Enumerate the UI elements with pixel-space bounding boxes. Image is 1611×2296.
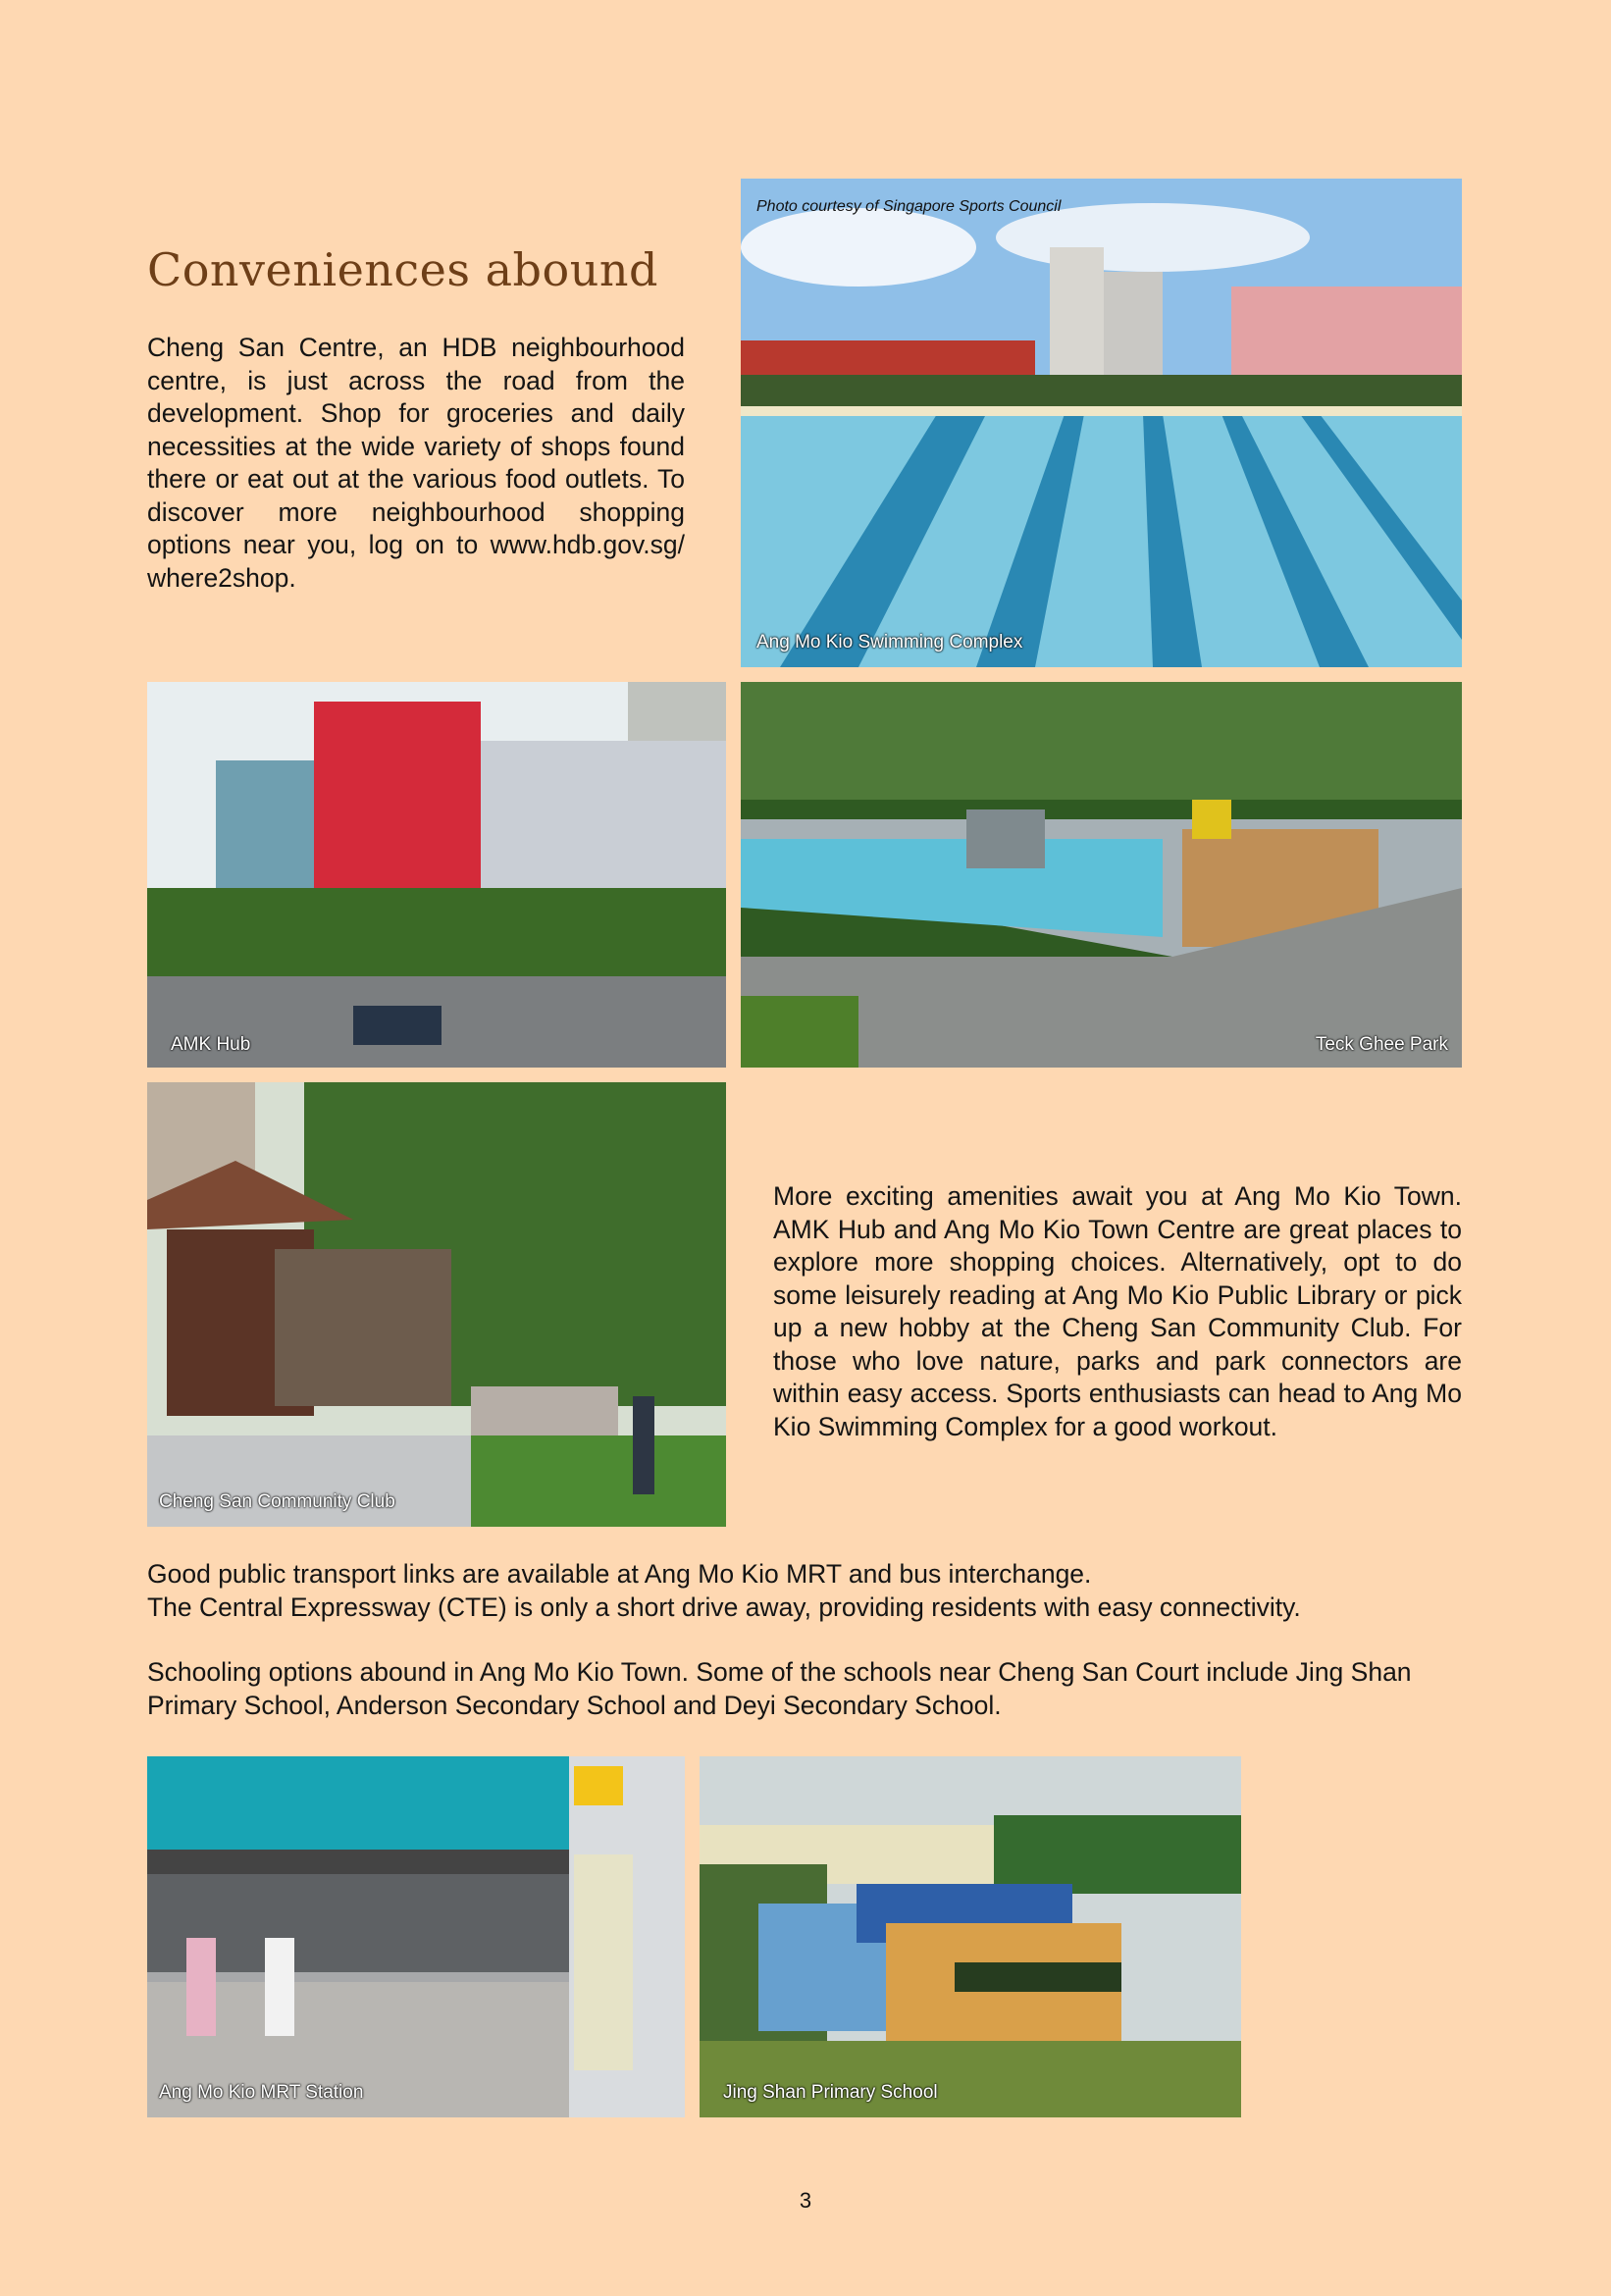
amk-hub-photo: [147, 682, 726, 1068]
intro-paragraph: Cheng San Centre, an HDB neighbourhood centre, is just across the road from the development. Shop for groceries and daily necessities at the wide variety of shops found there or eat out at the various food outlets. To discover more neighbourhood shopping options near you, log on to www.hdb.gov.sg/ where2shop.: [147, 333, 685, 593]
photo-caption: Teck Ghee Park: [1315, 1034, 1448, 1055]
transport-paragraph: [147, 1558, 1472, 1624]
photo-caption: Ang Mo Kio Swimming Complex: [756, 632, 1023, 652]
photo-caption: Ang Mo Kio MRT Station: [159, 2082, 364, 2103]
page-number: 3: [799, 2188, 812, 2213]
community-club-photo: [147, 1082, 726, 1527]
transport-line-2: The Central Expressway (CTE) is only a short drive away, providing residents with easy connectivity.: [147, 1592, 1301, 1622]
schools-paragraph: Schooling options abound in Ang Mo Kio Town. Some of the schools near Cheng San Court include Jing Shan Primary School, Anderson Secondary School and Deyi Secondary School.: [147, 1657, 1412, 1720]
mrt-station-photo: [147, 1756, 685, 2117]
swimming-complex-photo: [741, 179, 1462, 667]
school-photo: [700, 1756, 1241, 2117]
page-heading: Conveniences abound: [147, 243, 658, 296]
amenities-paragraph: More exciting amenities await you at Ang Mo Kio Town. AMK Hub and Ang Mo Kio Town Centre are great places to explore more shopping choices. Alternatively, opt to do some leisurely reading at Ang Mo Kio Public Library or pick up a new hobby at the Cheng San Community Club. For those who love nature, parks and park connectors are within easy access. Sports enthusiasts can head to Ang Mo Kio Swimming Complex for a good workout.: [773, 1181, 1462, 1441]
photo-caption: AMK Hub: [171, 1034, 251, 1055]
photo-caption: Cheng San Community Club: [159, 1491, 395, 1512]
transport-line-1: Good public transport links are available at Ang Mo Kio MRT and bus interchange.: [147, 1559, 1092, 1589]
teck-ghee-park-photo: [741, 682, 1462, 1068]
photo-caption: Jing Shan Primary School: [723, 2082, 938, 2103]
photo-credit: Photo courtesy of Singapore Sports Council: [756, 198, 1062, 215]
